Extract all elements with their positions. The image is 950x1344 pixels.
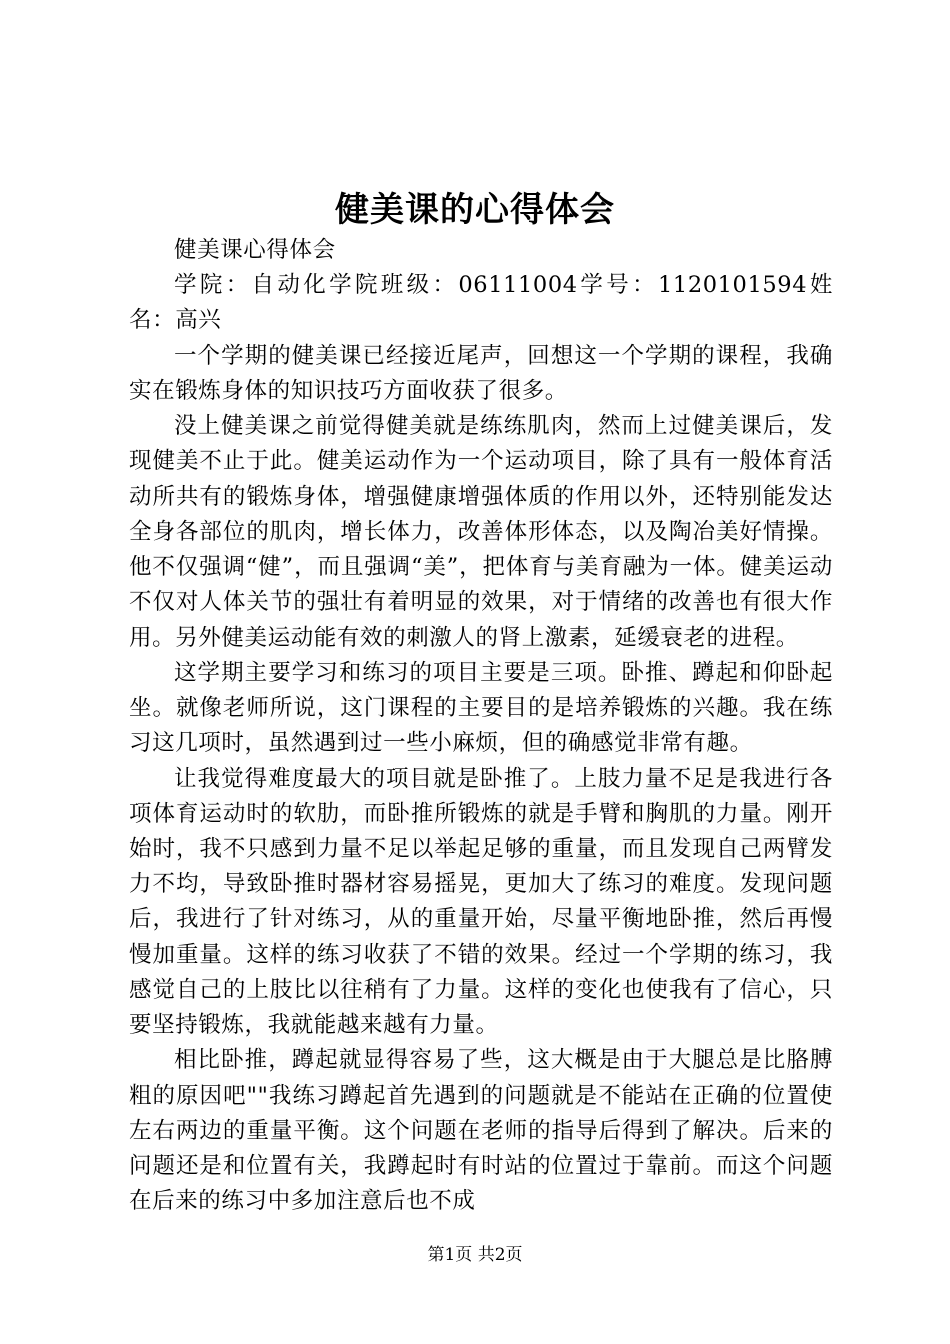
paragraph-student-info: 学院：自动化学院班级：06111004学号：1120101594姓名：高兴	[129, 272, 833, 334]
document-body	[129, 233, 833, 1220]
paragraph: 相比卧推，蹲起就显得容易了些，这大概是由于大腿总是比胳膊粗的原因吧""我练习蹲起首先遇到的问题就是不能站在正确的位置使左右两边的重量平衡。这个问题在老师的指导后得到了解决。后来的问题还是和位置有关，我蹲起时有时站的位置过于靠前。而这个问题在后来的练习中多加注意后也不成	[129, 1047, 833, 1215]
page-footer: 第1页 共2页	[427, 1245, 523, 1265]
paragraph: 没上健美课之前觉得健美就是练练肌肉，然而上过健美课后，发现健美不止于此。健美运动作为一个运动项目，除了具有一般体育活动所共有的锻炼身体，增强健康增强体质的作用以外，还特别能发达全身各部位的肌肉，增长体力，改善体形体态，以及陶冶美好情操。他不仅强调“健”，而且强调“美”，把体育与美育融为一体。健美运动不仅对人体关节的强壮有着明显的效果，对于情绪的改善也有很大作用。另外健美运动能有效的刺激人的肾上激素，延缓衰老的进程。	[129, 413, 833, 651]
paragraph: 一个学期的健美课已经接近尾声，回想这一个学期的课程，我确实在锻炼身体的知识技巧方面收获了很多。	[129, 342, 833, 404]
paragraph: 这学期主要学习和练习的项目主要是三项。卧推、蹲起和仰卧起坐。就像老师所说，这门课程的主要目的是培养锻炼的兴趣。我在练习这几项时，虽然遇到过一些小麻烦，但的确感觉非常有趣。	[129, 659, 833, 757]
paragraph-subtitle: 健美课心得体会	[174, 237, 336, 263]
document-title: 健美课的心得体会	[335, 190, 615, 230]
paragraph: 让我觉得难度最大的项目就是卧推了。上肢力量不足是我进行各项体育运动时的软肋，而卧推所锻炼的就是手臂和胸肌的力量。刚开始时，我不只感到力量不足以举起足够的重量，而且发现自己两臂发力不均，导致卧推时器材容易摇晃，更加大了练习的难度。发现问题后，我进行了针对练习，从的重量开始，尽量平衡地卧推，然后再慢慢加重量。这样的练习收获了不错的效果。经过一个学期的练习，我感觉自己的上肢比以往稍有了力量。这样的变化也使我有了信心，只要坚持锻炼，我就能越来越有力量。	[129, 765, 833, 1039]
